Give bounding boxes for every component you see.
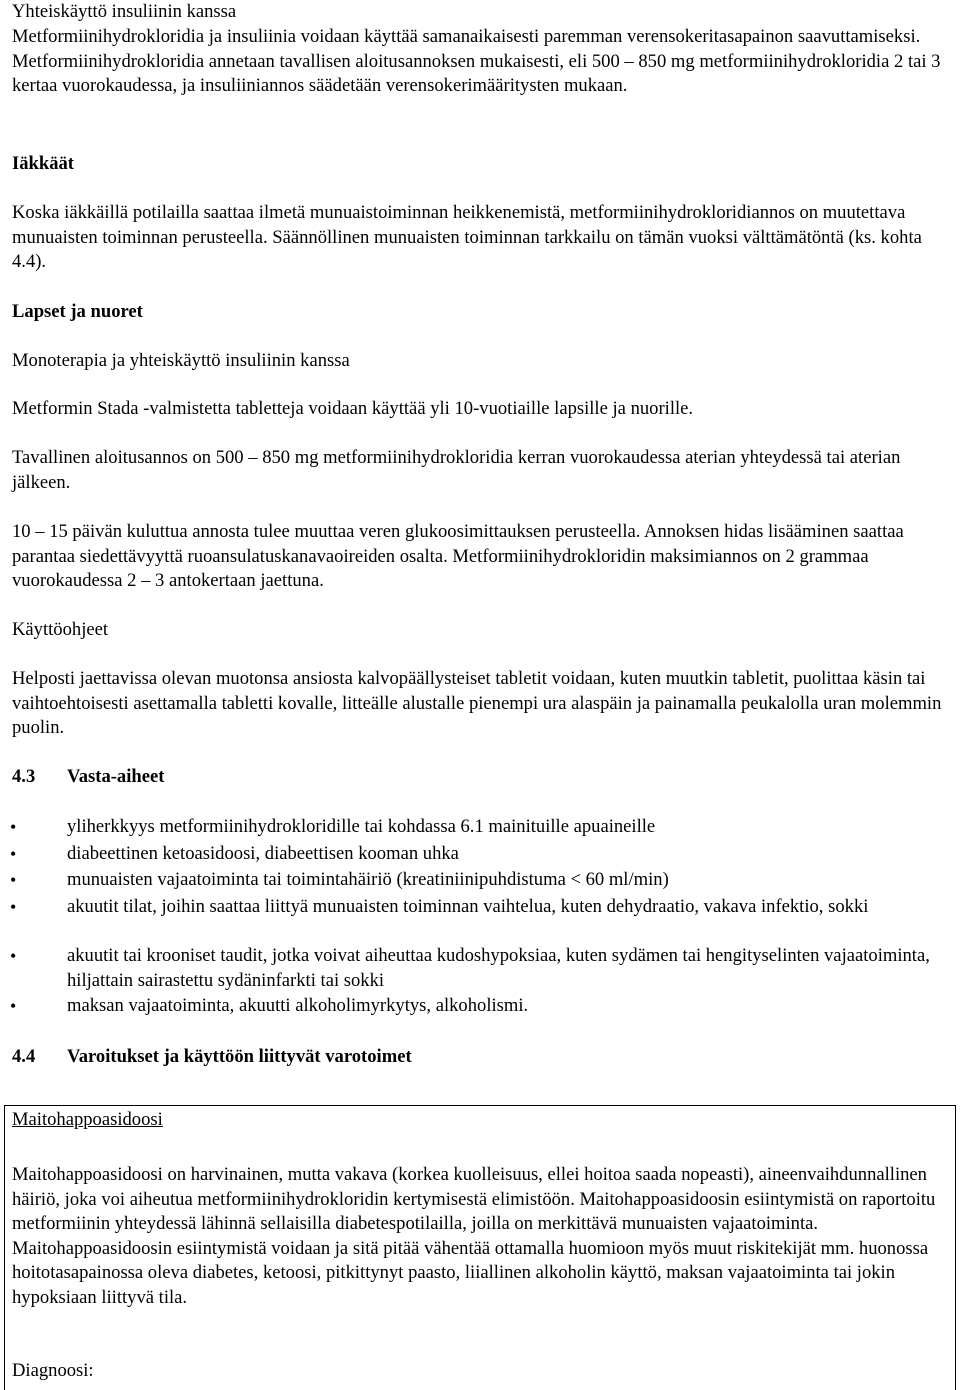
paragraph-usage: Helposti jaettavissa olevan muotonsa ansiosta kalvopäällysteiset tabletit voidaan, kuten muutkin tabletit, puolittaa käsin tai vaihtoehtoisesti asettamalla tabletti kovalle, litteälle alustalle pienempi ura alaspäin ja painamalla peukalolla uran molemmin puolin.: [12, 668, 942, 738]
list-item: akuutit tai krooniset taudit, jotka voivat aiheuttaa kudoshypoksiaa, kuten sydämen tai hengityselinten vajaatoiminta, hiljattain sairastettu sydäninfarkti tai sokki: [67, 945, 930, 991]
paragraph-elderly: Koska iäkkäillä potilailla saattaa ilmetä munuaistoiminnan heikkenemistä, metformiinihydrokloridiannos on muutettava munuaisten toiminnan perusteella. Säännöllinen munuaisten toiminnan tarkkailu on tämän vuoksi välttämätöntä (ks. kohta 4.4).: [12, 202, 922, 272]
paragraph-children-2: Tavallinen aloitusannos on 500 – 850 mg metformiinihydrokloridia kerran vuorokaudessa aterian yhteydessä tai aterian jälkeen.: [12, 447, 901, 493]
bullet-icon: •: [10, 897, 17, 917]
paragraph-children-1: Metformin Stada -valmistetta tabletteja voidaan käyttää yli 10-vuotiaille lapsille ja nuorille.: [12, 398, 694, 419]
paragraph-lactic-acidosis: Maitohappoasidoosi on harvinainen, mutta vakava (korkea kuolleisuus, ellei hoitoa saada nopeasti), aineenvaihdunnallinen häiriö, joka voi aiheutua metformiinihydrokloridin kertymisestä elimistöön. Maitohappoasidoosin esiintymistä on raportoitu metformiinin yhteydessä lähinnä sellaisilla diabetespotilailla, joilla on merkittävä munuaisten vajaatoiminta. Maitohappoasidoosin esiintymistä voidaan ja sitä pitää vähentää ottamalla huomioon myös muut riskitekijät mm. huonossa hoitotasapainossa oleva diabetes, ketoosi, pitkittynyt paasto, liiallinen alkoholin käyttö, maksan vajaatoiminta tai jokin hypoksiaan liittyvä tila.: [12, 1164, 936, 1308]
list-item: yliherkkyys metformiinihydrokloridille tai kohdassa 6.1 mainituille apuaineille: [67, 816, 656, 837]
section-title-warnings: Varoitukset ja käyttöön liittyvät varotoimet: [67, 1046, 412, 1067]
list-item: akuutit tilat, joihin saattaa liittyä munuaisten toiminnan vaihtelua, kuten dehydraatio, vakava infektio, sokki: [67, 896, 869, 917]
heading-elderly: Iäkkäät: [12, 153, 75, 174]
bullet-icon: •: [10, 817, 17, 837]
paragraph-combination-insulin: Metformiinihydrokloridia ja insuliinia voidaan käyttää samanaikaisesti paremman verensokeritasapainon saavuttamiseksi. Metformiinihydrokloridia annetaan tavallisen aloitusannoksen mukaisesti, eli 500 – 850 mg metformiinihydrokloridia 2 tai 3 kertaa vuorokaudessa, ja insuliiniannos säädetään verensokerimääritysten mukaan.: [12, 26, 941, 96]
list-item: munuaisten vajaatoiminta tai toimintahäiriö (kreatiniinipuhdistuma < 60 ml/min): [67, 869, 669, 890]
bullet-icon: •: [10, 996, 17, 1016]
bullet-icon: •: [10, 844, 17, 864]
list-item: maksan vajaatoiminta, akuutti alkoholimyrkytys, alkoholismi.: [67, 995, 529, 1016]
bullet-icon: •: [10, 946, 17, 966]
section-number-4-3: 4.3: [12, 766, 36, 787]
section-number-4-4: 4.4: [12, 1046, 36, 1067]
section-title-contraindications: Vasta-aiheet: [67, 766, 165, 787]
label-diagnosis: Diagnoosi:: [12, 1360, 94, 1381]
heading-lactic-acidosis: Maitohappoasidoosi: [12, 1109, 163, 1130]
section-title-combination-insulin: Yhteiskäyttö insuliinin kanssa: [12, 1, 237, 22]
paragraph-children-3: 10 – 15 päivän kuluttua annosta tulee muuttaa veren glukoosimittauksen perusteella. Annoksen hidas lisääminen saattaa parantaa siedettävyyttä ruoansulatuskanavaoireiden osalta. Metformiinihydrokloridin maksimiannos on 2 grammaa vuorokaudessa 2 – 3 antokertaan jaettuna.: [12, 521, 904, 591]
heading-usage: Käyttöohjeet: [12, 619, 109, 640]
subheading-monotherapy: Monoterapia ja yhteiskäyttö insuliinin kanssa: [12, 350, 350, 371]
heading-children: Lapset ja nuoret: [12, 301, 143, 322]
bullet-icon: •: [10, 870, 17, 890]
list-item: diabeettinen ketoasidoosi, diabeettisen kooman uhka: [67, 843, 459, 864]
